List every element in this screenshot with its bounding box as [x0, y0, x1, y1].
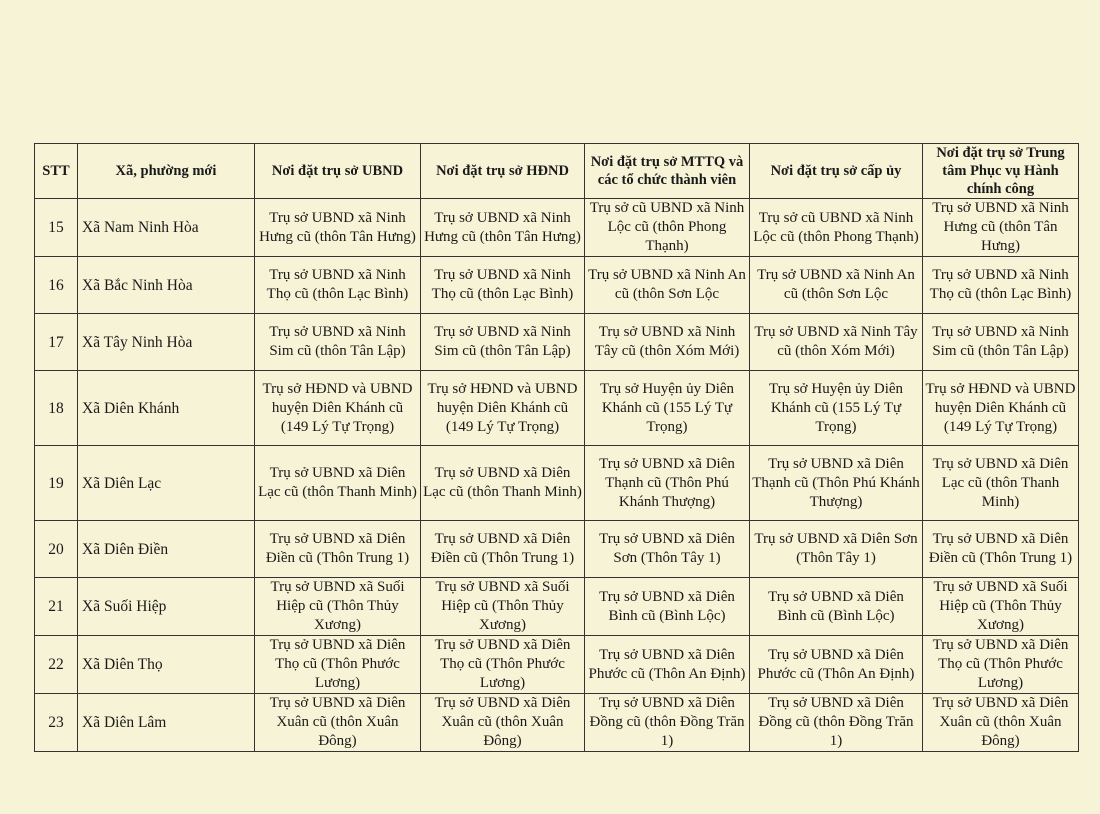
- table-row: [35, 521, 1079, 578]
- cell-mttq: Trụ sở UBND xã Ninh An cũ (thôn Sơn Lộc: [585, 257, 750, 314]
- table-row: [35, 314, 1079, 371]
- cell-hdnd: Trụ sở UBND xã Ninh Hưng cũ (thôn Tân Hưng): [421, 199, 585, 257]
- header-row: [35, 144, 1079, 199]
- cell-capuy: Trụ sở UBND xã Diên Đồng cũ (thôn Đồng Trăn 1): [750, 694, 923, 752]
- cell-stt: 23: [35, 694, 78, 752]
- cell-ward: Xã Tây Ninh Hòa: [78, 314, 255, 371]
- cell-hdnd: Trụ sở UBND xã Diên Xuân cũ (thôn Xuân Đông): [421, 694, 585, 752]
- cell-capuy: Trụ sở UBND xã Diên Sơn (Thôn Tây 1): [750, 521, 923, 578]
- cell-ward: Xã Diên Thọ: [78, 636, 255, 694]
- cell-hdnd: Trụ sở UBND xã Suối Hiệp cũ (Thôn Thủy Xương): [421, 578, 585, 636]
- cell-hcc: Trụ sở UBND xã Ninh Thọ cũ (thôn Lạc Bình): [923, 257, 1079, 314]
- cell-mttq: Trụ sở cũ UBND xã Ninh Lộc cũ (thôn Phong Thạnh): [585, 199, 750, 257]
- cell-ubnd: Trụ sở UBND xã Diên Lạc cũ (thôn Thanh Minh): [255, 446, 421, 521]
- cell-hcc: Trụ sở UBND xã Ninh Sim cũ (thôn Tân Lập): [923, 314, 1079, 371]
- cell-hcc: Trụ sở HĐND và UBND huyện Diên Khánh cũ (149 Lý Tự Trọng): [923, 371, 1079, 446]
- cell-ubnd: Trụ sở HĐND và UBND huyện Diên Khánh cũ (149 Lý Tự Trọng): [255, 371, 421, 446]
- cell-mttq: Trụ sở UBND xã Ninh Tây cũ (thôn Xóm Mới): [585, 314, 750, 371]
- cell-hdnd: Trụ sở UBND xã Diên Lạc cũ (thôn Thanh Minh): [421, 446, 585, 521]
- cell-mttq: Trụ sở UBND xã Diên Đồng cũ (thôn Đồng Trăn 1): [585, 694, 750, 752]
- cell-hdnd: Trụ sở UBND xã Diên Điền cũ (Thôn Trung 1): [421, 521, 585, 578]
- cell-stt: 17: [35, 314, 78, 371]
- header-stt: STT: [35, 144, 78, 199]
- cell-ubnd: Trụ sở UBND xã Diên Xuân cũ (thôn Xuân Đông): [255, 694, 421, 752]
- cell-ubnd: Trụ sở UBND xã Diên Thọ cũ (Thôn Phước Lương): [255, 636, 421, 694]
- cell-ubnd: Trụ sở UBND xã Ninh Thọ cũ (thôn Lạc Bình): [255, 257, 421, 314]
- cell-stt: 16: [35, 257, 78, 314]
- cell-capuy: Trụ sở UBND xã Ninh An cũ (thôn Sơn Lộc: [750, 257, 923, 314]
- cell-hcc: Trụ sở UBND xã Diên Thọ cũ (Thôn Phước Lương): [923, 636, 1079, 694]
- cell-capuy: Trụ sở UBND xã Diên Thạnh cũ (Thôn Phú Khánh Thượng): [750, 446, 923, 521]
- cell-hcc: Trụ sở UBND xã Ninh Hưng cũ (thôn Tân Hưng): [923, 199, 1079, 257]
- table-row: [35, 694, 1079, 752]
- cell-mttq: Trụ sở UBND xã Diên Sơn (Thôn Tây 1): [585, 521, 750, 578]
- cell-ubnd: Trụ sở UBND xã Suối Hiệp cũ (Thôn Thủy Xương): [255, 578, 421, 636]
- cell-hdnd: Trụ sở UBND xã Ninh Sim cũ (thôn Tân Lập): [421, 314, 585, 371]
- cell-ward: Xã Diên Lạc: [78, 446, 255, 521]
- cell-ward: Xã Diên Điền: [78, 521, 255, 578]
- cell-hcc: Trụ sở UBND xã Diên Điền cũ (Thôn Trung 1): [923, 521, 1079, 578]
- cell-ubnd: Trụ sở UBND xã Ninh Sim cũ (thôn Tân Lập): [255, 314, 421, 371]
- cell-stt: 21: [35, 578, 78, 636]
- header-hcc: Nơi đặt trụ sở Trung tâm Phục vụ Hành chính công: [923, 144, 1079, 199]
- cell-ward: Xã Diên Khánh: [78, 371, 255, 446]
- cell-mttq: Trụ sở UBND xã Diên Phước cũ (Thôn An Định): [585, 636, 750, 694]
- header-ward: Xã, phường mới: [78, 144, 255, 199]
- cell-stt: 15: [35, 199, 78, 257]
- cell-ward: Xã Diên Lâm: [78, 694, 255, 752]
- office-location-table: [34, 143, 1079, 752]
- cell-hcc: Trụ sở UBND xã Diên Xuân cũ (thôn Xuân Đông): [923, 694, 1079, 752]
- table-row: [35, 636, 1079, 694]
- cell-ward: Xã Bắc Ninh Hòa: [78, 257, 255, 314]
- cell-hcc: Trụ sở UBND xã Suối Hiệp cũ (Thôn Thủy Xương): [923, 578, 1079, 636]
- cell-mttq: Trụ sở UBND xã Diên Thạnh cũ (Thôn Phú Khánh Thượng): [585, 446, 750, 521]
- cell-stt: 18: [35, 371, 78, 446]
- table-row: [35, 371, 1079, 446]
- table-row: [35, 199, 1079, 257]
- cell-hdnd: Trụ sở UBND xã Ninh Thọ cũ (thôn Lạc Bình): [421, 257, 585, 314]
- header-capuy: Nơi đặt trụ sở cấp ủy: [750, 144, 923, 199]
- cell-capuy: Trụ sở UBND xã Diên Bình cũ (Bình Lộc): [750, 578, 923, 636]
- cell-capuy: Trụ sở UBND xã Diên Phước cũ (Thôn An Định): [750, 636, 923, 694]
- cell-capuy: Trụ sở Huyện ủy Diên Khánh cũ (155 Lý Tự Trọng): [750, 371, 923, 446]
- cell-ward: Xã Nam Ninh Hòa: [78, 199, 255, 257]
- table-row: [35, 578, 1079, 636]
- cell-mttq: Trụ sở Huyện ủy Diên Khánh cũ (155 Lý Tự Trọng): [585, 371, 750, 446]
- cell-ward: Xã Suối Hiệp: [78, 578, 255, 636]
- cell-stt: 22: [35, 636, 78, 694]
- cell-stt: 19: [35, 446, 78, 521]
- cell-ubnd: Trụ sở UBND xã Ninh Hưng cũ (thôn Tân Hưng): [255, 199, 421, 257]
- header-hdnd: Nơi đặt trụ sở HĐND: [421, 144, 585, 199]
- cell-mttq: Trụ sở UBND xã Diên Bình cũ (Bình Lộc): [585, 578, 750, 636]
- cell-hdnd: Trụ sở HĐND và UBND huyện Diên Khánh cũ (149 Lý Tự Trọng): [421, 371, 585, 446]
- cell-hdnd: Trụ sở UBND xã Diên Thọ cũ (Thôn Phước Lương): [421, 636, 585, 694]
- header-ubnd: Nơi đặt trụ sở UBND: [255, 144, 421, 199]
- table-row: [35, 257, 1079, 314]
- table-row: [35, 446, 1079, 521]
- cell-capuy: Trụ sở UBND xã Ninh Tây cũ (thôn Xóm Mới): [750, 314, 923, 371]
- cell-ubnd: Trụ sở UBND xã Diên Điền cũ (Thôn Trung 1): [255, 521, 421, 578]
- header-mttq: Nơi đặt trụ sở MTTQ và các tổ chức thành viên: [585, 144, 750, 199]
- cell-capuy: Trụ sở cũ UBND xã Ninh Lộc cũ (thôn Phong Thạnh): [750, 199, 923, 257]
- cell-hcc: Trụ sở UBND xã Diên Lạc cũ (thôn Thanh Minh): [923, 446, 1079, 521]
- cell-stt: 20: [35, 521, 78, 578]
